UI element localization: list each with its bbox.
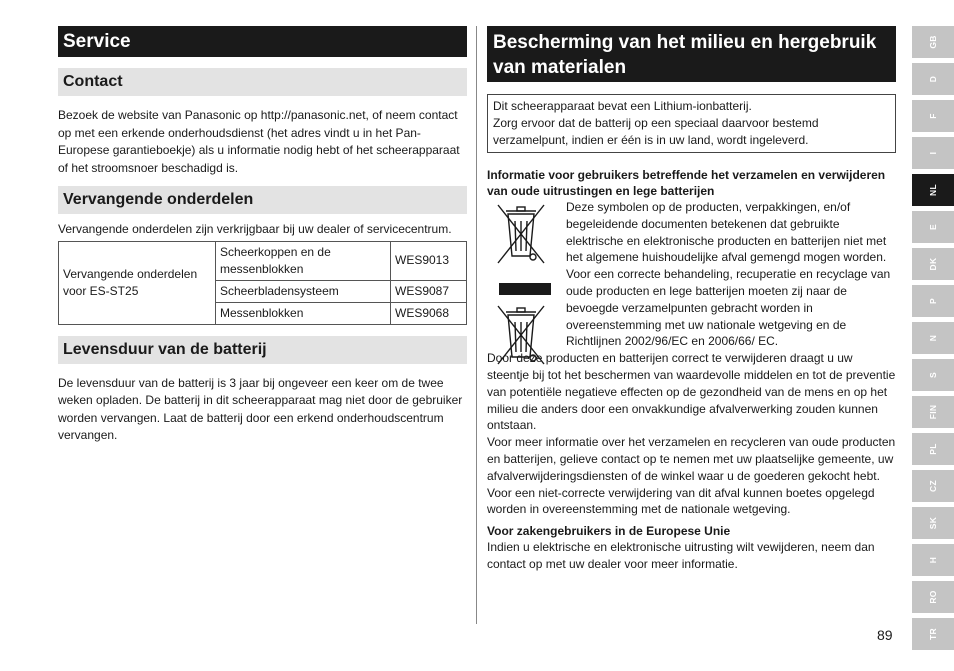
tab-fin[interactable] xyxy=(912,396,954,428)
tab-label: P xyxy=(928,298,938,304)
tab-label: RO xyxy=(928,590,938,604)
tab-e[interactable] xyxy=(912,211,954,243)
tab-label: NL xyxy=(928,184,938,196)
crossed-out-wheelie-bin-icon xyxy=(493,302,549,368)
left-column xyxy=(58,26,467,445)
tab-n[interactable] xyxy=(912,322,954,354)
tab-label: E xyxy=(928,224,938,230)
part-code: WES9068 xyxy=(391,302,467,324)
tab-p[interactable] xyxy=(912,285,954,317)
penalties-paragraph: Voor een niet-correcte verwijdering van dit afval kunnen boetes opgelegd worden in overeenstemming met de nationale wetgeving. xyxy=(487,485,875,517)
part-code: WES9087 xyxy=(391,280,467,302)
contact-paragraph: Bezoek de website van Panasonic op http://panasonic.net, of neem contact op met een erkende onderhoudsdienst (het adres vindt u in het Pan-Europese garantieboekje) als u informatie nodig hebt of het scheerapparaat of het stroomsnoer beschadigd is. xyxy=(58,108,460,175)
symbols-explanation: Deze symbolen op de producten, verpakkingen, en/of begeleidende documenten betekenen dat gebruikte elektrische en elektronische producten en batterijen niet met het algemene huishoudelijke afval gemengd mogen worden. xyxy=(566,200,887,265)
page-number: 89 xyxy=(877,627,893,643)
column-divider xyxy=(476,26,477,624)
tab-ro[interactable] xyxy=(912,581,954,613)
language-tabs xyxy=(912,26,954,655)
user-information-heading: Informatie voor gebruikers betreffende het verzamelen en verwijderen van oude uitrustingen en lege batterijen xyxy=(487,168,886,198)
tab-label: N xyxy=(928,334,938,342)
right-column xyxy=(487,26,896,573)
tab-h[interactable] xyxy=(912,544,954,576)
tab-label: SK xyxy=(928,516,938,530)
part-name: Scheerbladensysteem xyxy=(216,280,391,302)
tab-label: D xyxy=(928,75,938,83)
tab-label: GB xyxy=(928,35,938,49)
replacement-parts-paragraph: Vervangende onderdelen zijn verkrijgbaar bij uw dealer of servicecentrum. xyxy=(58,222,452,236)
tab-nl[interactable] xyxy=(912,174,954,206)
business-users-heading: Voor zakengebruikers in de Europese Unie xyxy=(487,524,731,539)
tab-label: S xyxy=(928,372,938,378)
tab-s[interactable] xyxy=(912,359,954,391)
more-information-paragraph: Voor meer informatie over het verzamelen en recycleren van oude producten en batterijen, gelieve contact op te nemen met uw plaatselijke gemeente, uw afvalverwijderingsdiensten of de winkel waar u de goederen gekocht hebt. xyxy=(487,435,896,483)
tab-i[interactable] xyxy=(912,137,954,169)
battery-notice-text: Dit scheerapparaat bevat een Lithium-ionbatterij. Zorg ervoor dat de batterij op een speciaal daarvoor bestemd verzamelpunt, indien er één is in uw land, wordt ingeleverd. xyxy=(493,99,819,147)
tab-pl[interactable] xyxy=(912,433,954,465)
parts-group-label: Vervangende onderdelen voor ES-ST25 xyxy=(59,241,216,324)
tab-label: TR xyxy=(928,628,938,640)
contact-heading: Contact xyxy=(58,68,467,96)
disposal-symbols-section xyxy=(487,199,896,350)
business-users-paragraph: Indien u elektrische en elektronische uitrusting wilt vewijderen, neem dan contact op met uw dealer voor meer informatie. xyxy=(487,540,875,571)
tab-tr[interactable] xyxy=(912,618,954,650)
crossed-out-wheelie-bin-icon xyxy=(493,201,549,267)
tab-cz[interactable] xyxy=(912,470,954,502)
solid-bar-symbol xyxy=(499,283,551,295)
tab-label: I xyxy=(928,151,938,155)
table-row xyxy=(59,241,467,280)
tab-gb[interactable] xyxy=(912,26,954,58)
tab-label: F xyxy=(928,113,938,119)
tab-label: PL xyxy=(928,443,938,455)
tab-label: DK xyxy=(928,257,938,271)
tab-d[interactable] xyxy=(912,63,954,95)
tab-dk[interactable] xyxy=(912,248,954,280)
replacement-parts-table xyxy=(58,241,467,325)
battery-life-paragraph: De levensduur van de batterij is 3 jaar bij ongeveer een keer om de twee weken opladen. De batterij in dit scheerapparaat mag niet door de gebruiker worden vervangen. Laat de batterij door een erkend onderhoudscentrum vervangen. xyxy=(58,375,463,442)
tab-label: FIN xyxy=(928,404,938,420)
disposal-benefit-paragraph: Door deze producten en batterijen correct te verwijderen draagt u uw steentje bij tot het beschermen van waardevolle middelen en tot de preventie van potentiële negatieve effecten op de gezondheid van de mens en op het milieu die anders door een onvakkundige afvalverwerking zouden kunnen ontstaan. xyxy=(487,351,896,433)
environment-title: Bescherming van het milieu en hergebruik van materialen xyxy=(487,26,896,82)
part-name: Scheerkoppen en de messenblokken xyxy=(216,241,391,280)
part-code: WES9013 xyxy=(391,241,467,280)
service-title: Service xyxy=(58,26,467,57)
tab-f[interactable] xyxy=(912,100,954,132)
tab-label: CZ xyxy=(928,480,938,492)
part-name: Messenblokken xyxy=(216,302,391,324)
symbols-treatment-text: Voor een correcte behandeling, recuperatie en recyclage van oude producten en lege batterijen moeten zij naar de bevoegde verzamelpunten gebracht worden in overeenstemming met uw nationale wetgeving en de Richtlijnen 2002/96/EC en 2006/66/ EC. xyxy=(566,267,891,349)
replacement-parts-heading: Vervangende onderdelen xyxy=(58,186,467,214)
tab-sk[interactable] xyxy=(912,507,954,539)
battery-notice-box xyxy=(487,94,896,153)
battery-life-heading: Levensduur van de batterij xyxy=(58,336,467,364)
tab-label: H xyxy=(928,556,938,564)
